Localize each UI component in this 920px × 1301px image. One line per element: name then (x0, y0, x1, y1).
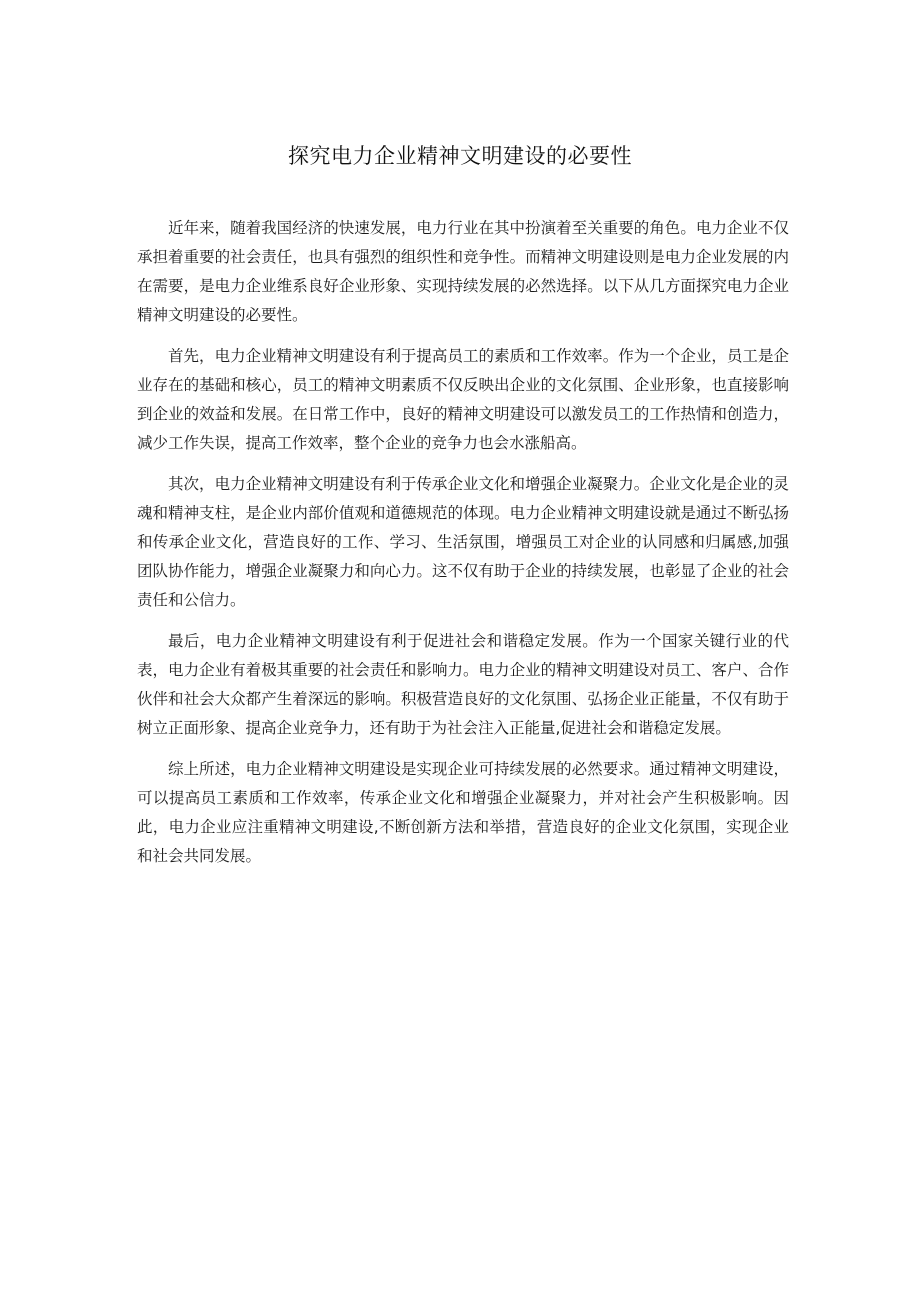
paragraph-first: 首先，电力企业精神文明建设有利于提高员工的素质和工作效率。作为一个企业，员工是企业存在的基础和核心，员工的精神文明素质不仅反映出企业的文化氛围、企业形象，也直接影响到企业的效益和发展。在日常工作中，良好的精神文明建设可以激发员工的工作热情和创造力，减少工作失误，提高工作效率，整个企业的竞争力也会水涨船高。 (137, 347, 789, 452)
paragraph-conclusion: 综上所述，电力企业精神文明建设是实现企业可持续发展的必然要求。通过精神文明建设，可以提高员工素质和工作效率，传承企业文化和增强企业凝聚力，并对社会产生积极影响。因此，电力企业应注重精神文明建设,不断创新方法和举措，营造良好的企业文化氛围，实现企业和社会共同发展。 (137, 760, 789, 865)
paragraph-second: 其次，电力企业精神文明建设有利于传承企业文化和增强企业凝聚力。企业文化是企业的灵魂和精神支柱，是企业内部价值观和道德规范的体现。电力企业精神文明建设就是通过不断弘扬和传承企业文化，营造良好的工作、学习、生活氛围，增强员工对企业的认同感和归属感,加强团队协作能力，增强企业凝聚力和向心力。这不仅有助于企业的持续发展，也彰显了企业的社会责任和公信力。 (137, 475, 789, 609)
paragraph-intro: 近年来，随着我国经济的快速发展，电力行业在其中扮演着至关重要的角色。电力企业不仅承担着重要的社会责任，也具有强烈的组织性和竞争性。而精神文明建设则是电力企业发展的内在需要，是电力企业维系良好企业形象、实现持续发展的必然选择。以下从几方面探究电力企业精神文明建设的必要性。 (137, 219, 789, 324)
document-body (137, 214, 789, 883)
paragraph-last: 最后，电力企业精神文明建设有利于促进社会和谐稳定发展。作为一个国家关键行业的代表，电力企业有着极其重要的社会责任和影响力。电力企业的精神文明建设对员工、客户、合作伙伴和社会大众都产生着深远的影响。积极营造良好的文化氛围、弘扬企业正能量，不仅有助于树立正面形象、提高企业竞争力，还有助于为社会注入正能量,促进社会和谐稳定发展。 (137, 632, 789, 737)
document-title: 探究电力企业精神文明建设的必要性 (288, 144, 632, 168)
